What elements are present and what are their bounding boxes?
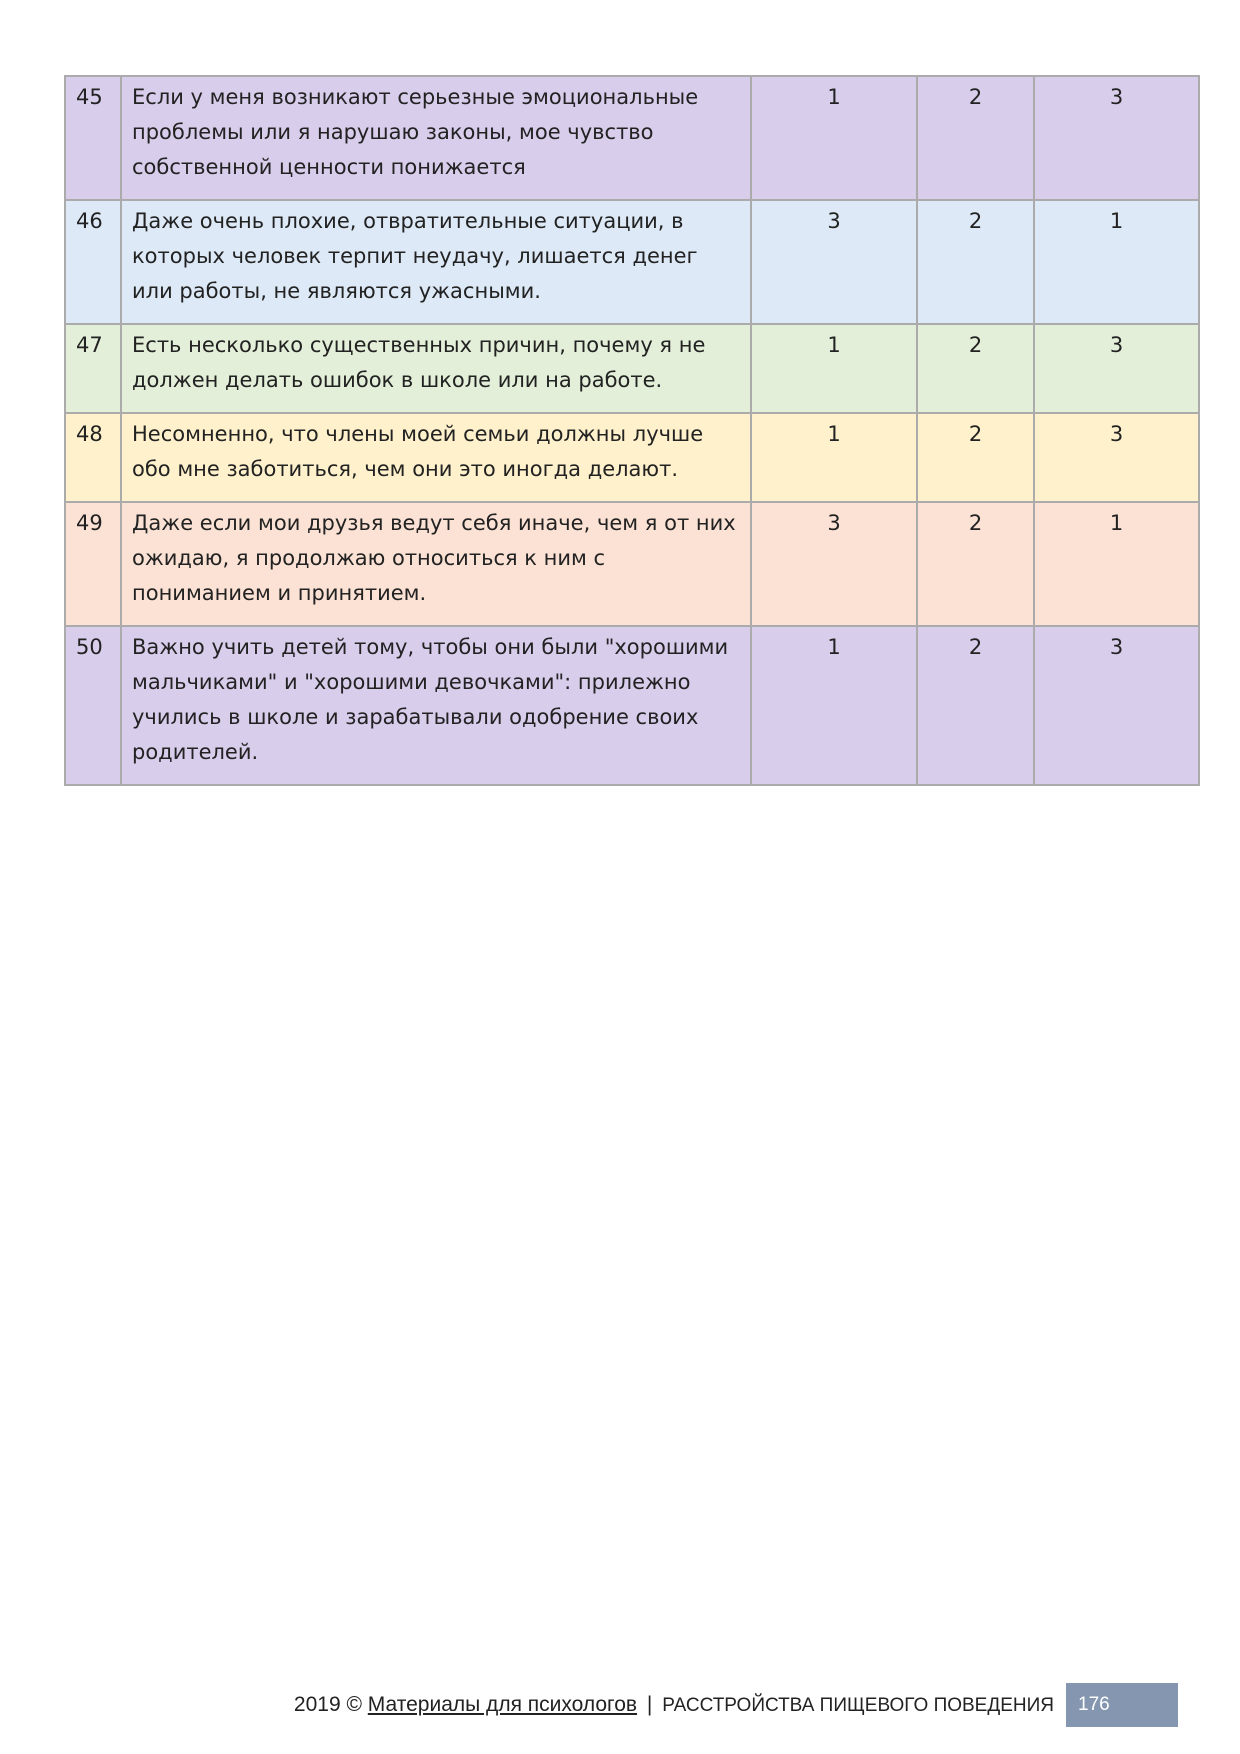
row-value-3: 1	[1034, 200, 1199, 324]
row-number: 50	[65, 626, 121, 785]
row-value-1: 1	[751, 324, 917, 413]
table-row	[65, 200, 1199, 324]
footer-year: 2019 ©	[293, 1693, 362, 1716]
row-number: 47	[65, 324, 121, 413]
table-row	[65, 626, 1199, 785]
row-value-2: 2	[917, 76, 1034, 200]
row-statement: Даже если мои друзья ведут себя иначе, чем я от них ожидаю, я продолжаю относиться к ним с пониманием и принятием.	[121, 502, 751, 626]
row-value-2: 2	[917, 324, 1034, 413]
row-value-2: 2	[917, 502, 1034, 626]
table-row	[65, 413, 1199, 502]
row-statement: Важно учить детей тому, чтобы они были "хорошими мальчиками" и "хорошими девочками": прилежно учились в школе и зарабатывали одобрение своих родителей.	[121, 626, 751, 785]
row-value-2: 2	[917, 413, 1034, 502]
row-value-1: 1	[751, 76, 917, 200]
row-value-3: 3	[1034, 76, 1199, 200]
footer-text	[294, 1693, 1054, 1717]
row-value-2: 2	[917, 200, 1034, 324]
table-row	[65, 76, 1199, 200]
row-number: 49	[65, 502, 121, 626]
footer-link[interactable]: Материалы для психологов	[367, 1693, 638, 1716]
table-body	[65, 76, 1199, 785]
table-row	[65, 502, 1199, 626]
row-value-3: 3	[1034, 413, 1199, 502]
page-footer	[0, 1683, 1240, 1727]
table-row	[65, 324, 1199, 413]
row-value-1: 1	[751, 626, 917, 785]
row-value-3: 1	[1034, 502, 1199, 626]
row-value-1: 3	[751, 200, 917, 324]
row-number: 46	[65, 200, 121, 324]
row-value-3: 3	[1034, 324, 1199, 413]
row-value-2: 2	[917, 626, 1034, 785]
page-number: 176	[1066, 1683, 1178, 1727]
row-statement: Есть несколько существенных причин, почему я не должен делать ошибок в школе или на работе.	[121, 324, 751, 413]
row-value-1: 3	[751, 502, 917, 626]
row-number: 48	[65, 413, 121, 502]
footer-section-title: РАССТРОЙСТВА ПИЩЕВОГО ПОВЕДЕНИЯ	[662, 1695, 1054, 1716]
row-statement: Несомненно, что члены моей семьи должны лучше обо мне заботиться, чем они это иногда делают.	[121, 413, 751, 502]
row-number: 45	[65, 76, 121, 200]
footer-separator: |	[646, 1693, 653, 1716]
row-statement: Даже очень плохие, отвратительные ситуации, в которых человек терпит неудачу, лишается денег или работы, не являются ужасными.	[121, 200, 751, 324]
questionnaire-table	[64, 75, 1200, 786]
row-statement: Если у меня возникают серьезные эмоциональные проблемы или я нарушаю законы, мое чувство собственной ценности понижается	[121, 76, 751, 200]
row-value-1: 1	[751, 413, 917, 502]
row-value-3: 3	[1034, 626, 1199, 785]
